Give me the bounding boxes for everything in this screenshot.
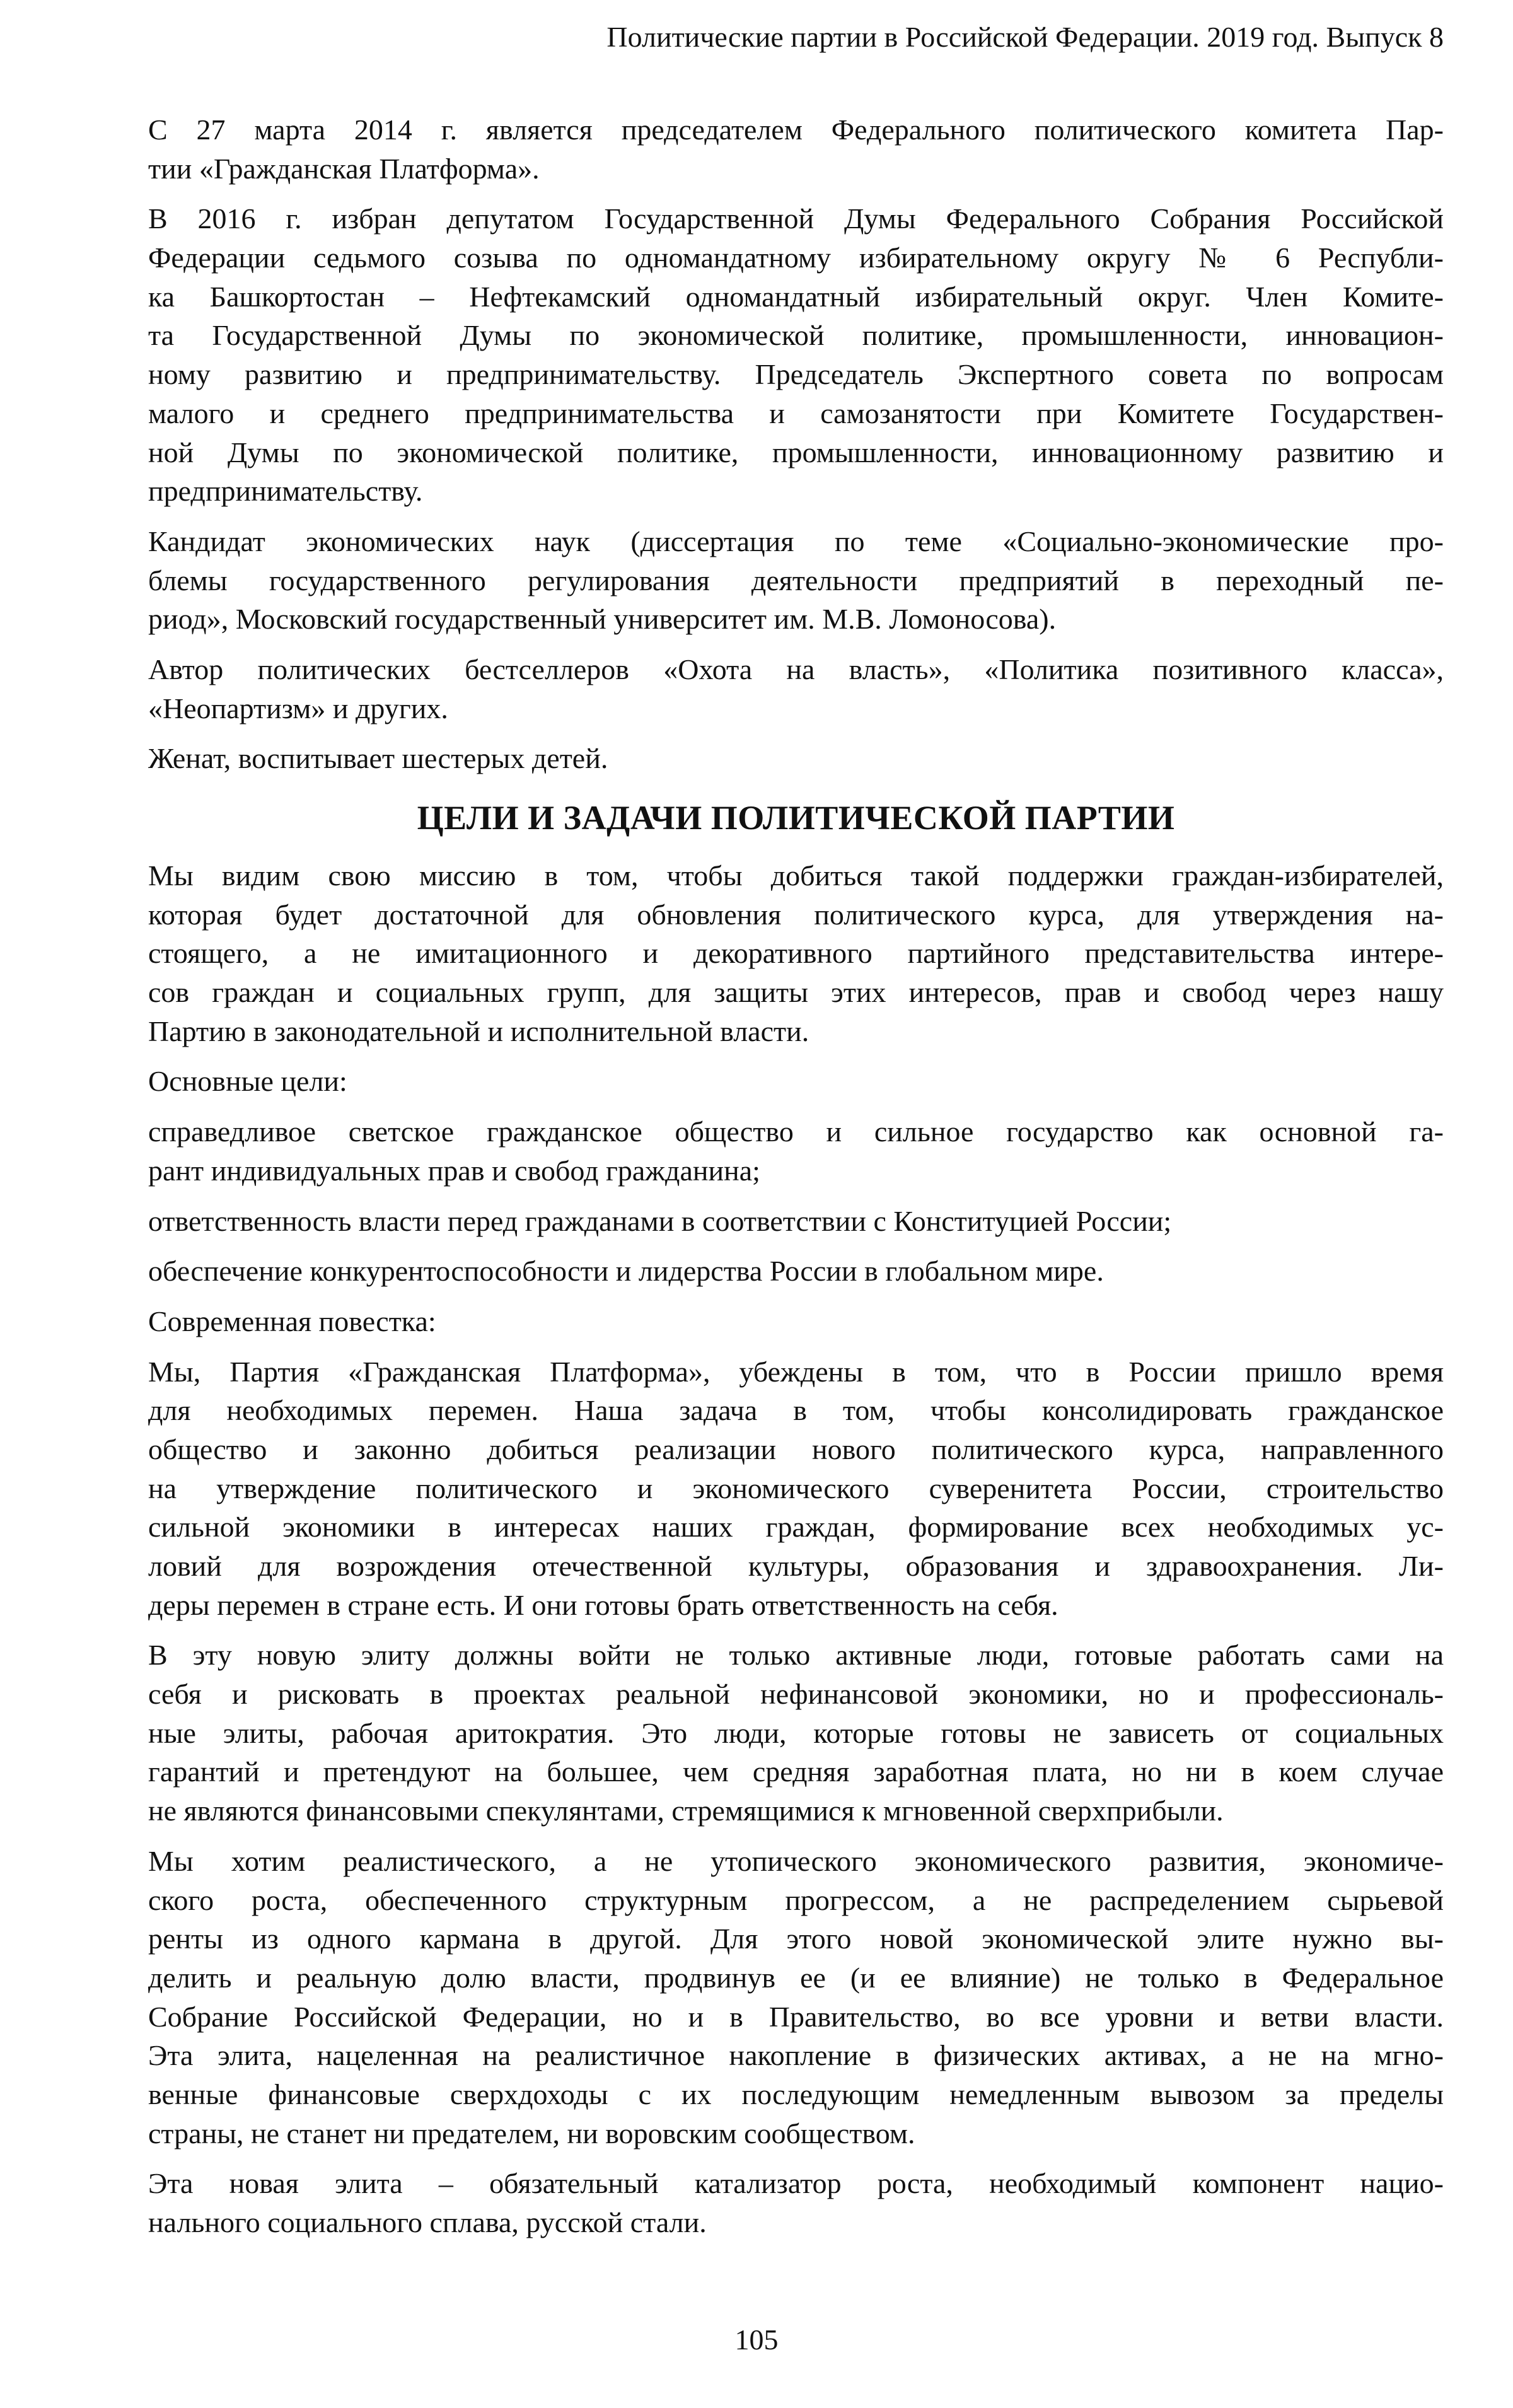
paragraph xyxy=(148,1842,1444,2153)
text-line: деры перемен в стране есть. И они готовы брать ответственность на себя. xyxy=(148,1588,1058,1621)
text-line: Федерации седьмого созыва по одномандатному избирательному округу № 6 Республи- xyxy=(148,241,1444,274)
paragraph xyxy=(148,1252,1444,1291)
text-line: ловий для возрождения отечественной культуры, образования и здравоохранения. Ли- xyxy=(148,1550,1444,1582)
paragraph xyxy=(148,739,1444,778)
text-line: не являются финансовыми спекулянтами, стремящимися к мгновенной сверхприбыли. xyxy=(148,1794,1224,1827)
paragraph xyxy=(148,1352,1444,1625)
paragraph xyxy=(148,110,1444,188)
text-line: Мы, Партия «Гражданская Платформа», убеждены в том, что в России пришло время xyxy=(148,1355,1444,1388)
text-line: делить и реальную долю власти, продвинув ее (и ее влияние) не только в Федеральное xyxy=(148,1961,1444,1994)
text-line: тии «Гражданская Платформа». xyxy=(148,152,540,185)
paragraph xyxy=(148,650,1444,728)
text-line: гарантий и претендуют на большее, чем средняя заработная плата, но ни в коем случае xyxy=(148,1755,1444,1788)
text-line: В эту новую элиту должны войти не только активные люди, готовые работать сами на xyxy=(148,1639,1444,1672)
text-line: ка Башкортостан – Нефтекамский одномандатный избирательный округ. Член Комите- xyxy=(148,280,1444,313)
biography-section xyxy=(148,110,1444,778)
paragraph xyxy=(148,522,1444,639)
text-line: сильной экономики в интересах наших граждан, формирование всех необходимых ус- xyxy=(148,1511,1444,1544)
text-line: которая будет достаточной для обновления политического курса, для утверждения на- xyxy=(148,898,1444,931)
text-line: нального социального сплава, русской стали. xyxy=(148,2206,707,2238)
text-line: ского роста, обеспеченного структурным прогрессом, а не распределением сырьевой xyxy=(148,1883,1444,1916)
text-line: ные элиты, рабочая аритократия. Это люди, которые готовы не зависеть от социальных xyxy=(148,1716,1444,1749)
paragraph xyxy=(148,1112,1444,1190)
text-line: Автор политических бестселлеров «Охота на власть», «Политика позитивного класса», xyxy=(148,653,1444,685)
goals-section xyxy=(148,856,1444,2242)
text-line: Современная повестка: xyxy=(148,1305,436,1337)
text-line: Основные цели: xyxy=(148,1065,347,1098)
paragraph xyxy=(148,1062,1444,1101)
paragraph xyxy=(148,199,1444,511)
text-line: общество и законно добиться реализации нового политического курса, направленного xyxy=(148,1433,1444,1465)
text-line: ренты из одного кармана в другой. Для этого новой экономической элите нужно вы- xyxy=(148,1922,1444,1955)
text-line: Кандидат экономических наук (диссертация по теме «Социально-экономические про- xyxy=(148,525,1444,557)
text-line: справедливое светское гражданское общество и сильное государство как основной га- xyxy=(148,1115,1444,1148)
text-line: В 2016 г. избран депутатом Государственной Думы Федерального Собрания Российской xyxy=(148,202,1444,235)
paragraph xyxy=(148,856,1444,1050)
text-line: Мы видим свою миссию в том, чтобы добиться такой поддержки граждан-избирателей, xyxy=(148,859,1444,892)
text-line: та Государственной Думы по экономической политике, промышленности, инновацион- xyxy=(148,319,1444,352)
paragraph xyxy=(148,1636,1444,1830)
text-line: страны, не станет ни предателем, ни воровским сообществом. xyxy=(148,2117,915,2149)
text-line: для необходимых перемен. Наша задача в том, чтобы консолидировать гражданское xyxy=(148,1394,1444,1427)
paragraph xyxy=(148,2164,1444,2242)
text-line: на утверждение политического и экономического суверенитета России, строительство xyxy=(148,1472,1444,1504)
page-content xyxy=(148,110,1444,2254)
text-line: риод», Московский государственный университет им. М.В. Ломоносова). xyxy=(148,603,1057,636)
paragraph xyxy=(148,1202,1444,1241)
text-line: венные финансовые сверхдоходы с их последующим немедленным вывозом за пределы xyxy=(148,2078,1444,2110)
text-line: предпринимательству. xyxy=(148,475,423,508)
text-line: блемы государственного регулирования деятельности предприятий в переходный пе- xyxy=(148,564,1444,596)
text-line: себя и рисковать в проектах реальной нефинансовой экономики, но и профессиональ- xyxy=(148,1678,1444,1711)
text-line: ответственность власти перед гражданами в соответствии с Конституцией России; xyxy=(148,1204,1172,1237)
text-line: ному развитию и предпринимательству. Председатель Экспертного совета по вопросам xyxy=(148,358,1444,391)
text-line: Эта элита, нацеленная на реалистичное накопление в физических активах, а не на мгно- xyxy=(148,2039,1444,2072)
text-line: малого и среднего предпринимательства и самозанятости при Комитете Государствен- xyxy=(148,397,1444,429)
text-line: Женат, воспитывает шестерых детей. xyxy=(148,742,608,775)
paragraph xyxy=(148,1302,1444,1341)
text-line: стоящего, а не имитационного и декоративного партийного представительства интере- xyxy=(148,937,1444,970)
text-line: Эта новая элита – обязательный катализатор роста, необходимый компонент нацио- xyxy=(148,2167,1444,2200)
text-line: «Неопартизм» и других. xyxy=(148,692,448,724)
page-number: 105 xyxy=(734,2324,779,2356)
text-line: сов граждан и социальных групп, для защиты этих интересов, прав и свобод через нашу xyxy=(148,976,1444,1009)
section-heading: ЦЕЛИ И ЗАДАЧИ ПОЛИТИЧЕСКОЙ ПАРТИИ xyxy=(417,799,1175,837)
text-line: С 27 марта 2014 г. является председателем Федерального политического комитета Пар- xyxy=(148,113,1444,146)
text-line: обеспечение конкурентоспособности и лидерства России в глобальном мире. xyxy=(148,1255,1104,1288)
text-line: Партию в законодательной и исполнительной власти. xyxy=(148,1015,809,1047)
text-line: Собрание Российской Федерации, но и в Правительство, во все уровни и ветви власти. xyxy=(148,2000,1444,2033)
running-head: Политические партии в Российской Федерации. 2019 год. Выпуск 8 xyxy=(606,21,1444,53)
text-line: Мы хотим реалистического, а не утопического экономического развития, экономиче- xyxy=(148,1844,1444,1877)
text-line: рант индивидуальных прав и свобод гражданина; xyxy=(148,1154,760,1187)
text-line: ной Думы по экономической политике, промышленности, инновационному развитию и xyxy=(148,436,1444,468)
